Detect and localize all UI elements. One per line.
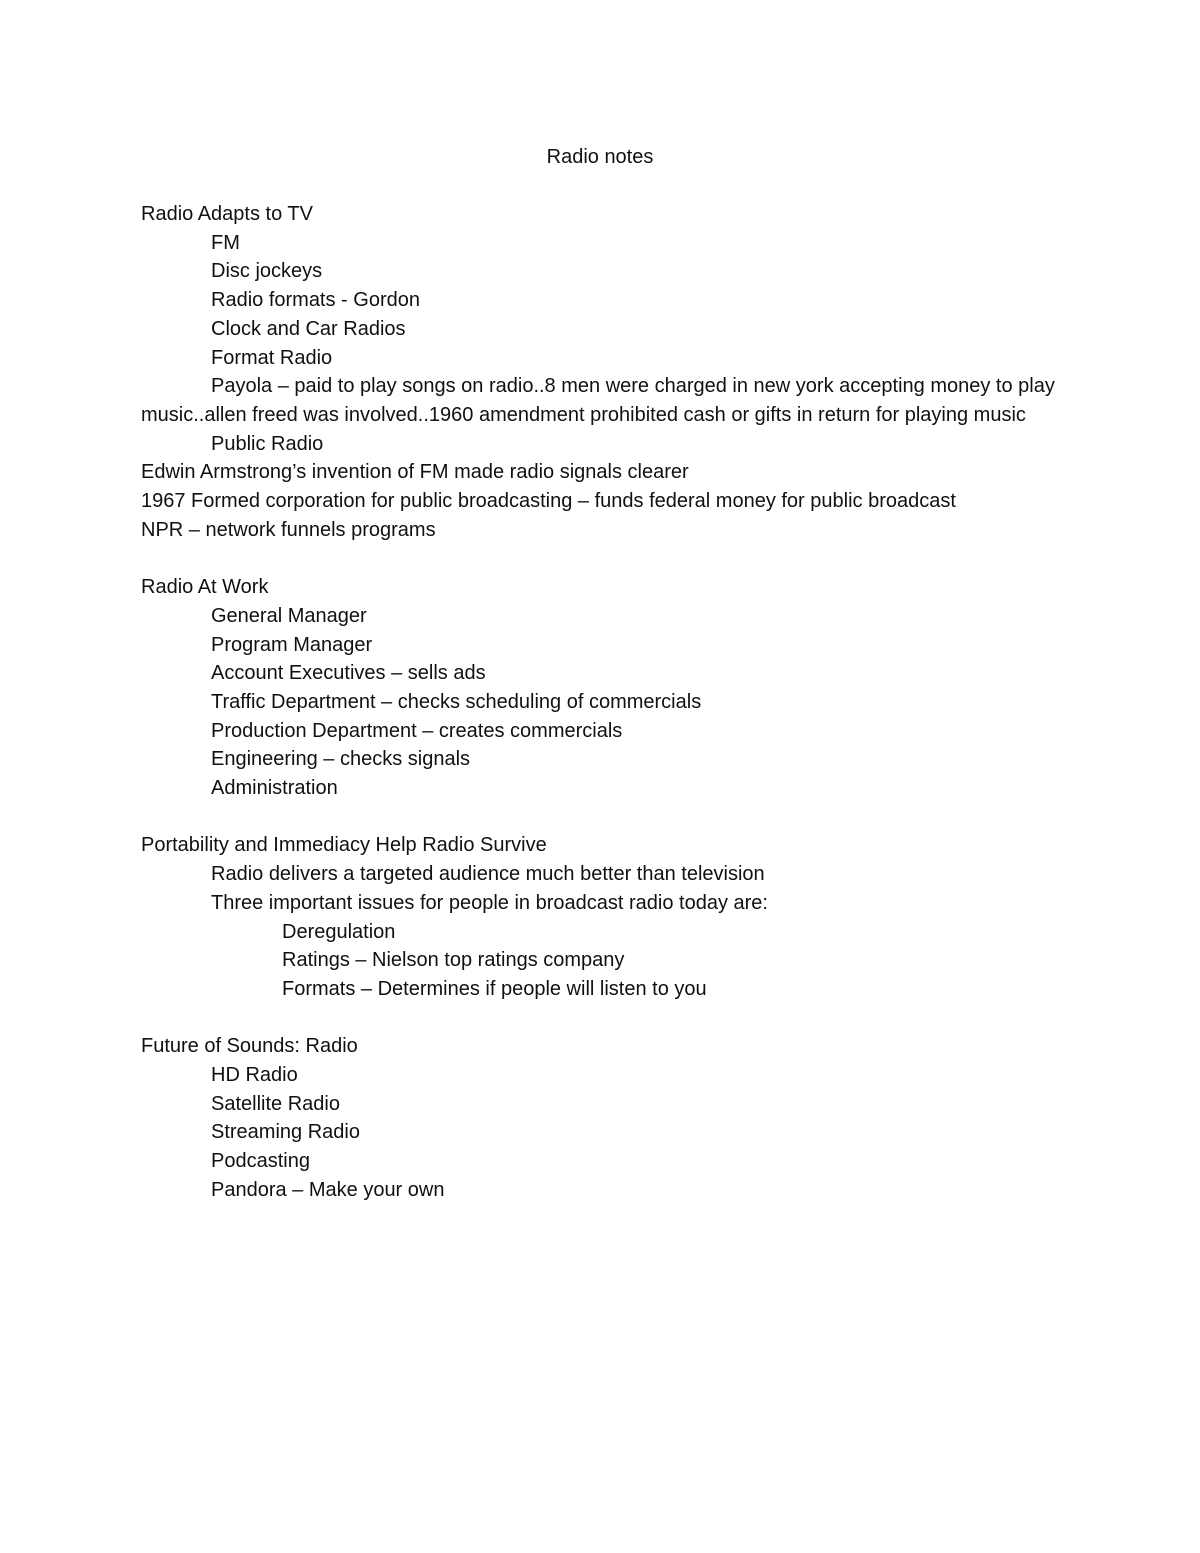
list-item: Three important issues for people in broadcast radio today are: xyxy=(211,891,768,914)
list-item: Account Executives – sells ads xyxy=(211,662,486,685)
list-item: Engineering – checks signals xyxy=(211,748,471,771)
document-body xyxy=(141,200,1061,1205)
list-item: Radio delivers a targeted audience much better than television xyxy=(211,863,765,886)
list-item: Administration xyxy=(211,777,338,800)
list-item: Clock and Car Radios xyxy=(211,317,406,340)
note-line: Edwin Armstrong’s invention of FM made radio signals clearer xyxy=(141,461,689,484)
section-heading: Portability and Immediacy Help Radio Survive xyxy=(141,834,547,857)
list-item: Program Manager xyxy=(211,633,373,656)
sub-list-item: Ratings – Nielson top ratings company xyxy=(282,949,625,972)
list-item: Traffic Department – checks scheduling of commercials xyxy=(211,690,702,713)
list-item: Public Radio xyxy=(211,432,324,455)
section-heading: Future of Sounds: Radio xyxy=(141,1035,358,1058)
section-heading: Radio At Work xyxy=(141,576,269,599)
list-item: Disc jockeys xyxy=(211,260,323,283)
note-line: NPR – network funnels programs xyxy=(141,518,436,541)
list-item: Pandora – Make your own xyxy=(211,1178,445,1201)
list-item: FM xyxy=(211,231,240,254)
list-item: Format Radio xyxy=(211,346,333,369)
sub-list-item: Deregulation xyxy=(282,920,396,943)
section-heading: Radio Adapts to TV xyxy=(141,203,313,225)
list-item: Streaming Radio xyxy=(211,1121,360,1144)
list-item: Satellite Radio xyxy=(211,1092,340,1115)
list-item: Radio formats - Gordon xyxy=(211,289,420,312)
list-item: Podcasting xyxy=(211,1150,310,1173)
list-item: HD Radio xyxy=(211,1064,298,1087)
document-title: Radio notes xyxy=(546,146,654,168)
blank-line xyxy=(141,803,1061,832)
list-item: General Manager xyxy=(211,604,367,627)
blank-line xyxy=(141,1004,1061,1033)
list-item: Production Department – creates commercials xyxy=(211,719,623,742)
note-line: 1967 Formed corporation for public broadcasting – funds federal money for public broadcast xyxy=(141,490,956,513)
blank-line xyxy=(141,544,1061,573)
sub-list-item: Formats – Determines if people will listen to you xyxy=(282,977,707,1000)
payola-paragraph: Payola – paid to play songs on radio..8 men were charged in new york accepting money to play music..allen freed was involved..1960 amendment prohibited cash or gifts in return for playing music xyxy=(141,375,1055,426)
